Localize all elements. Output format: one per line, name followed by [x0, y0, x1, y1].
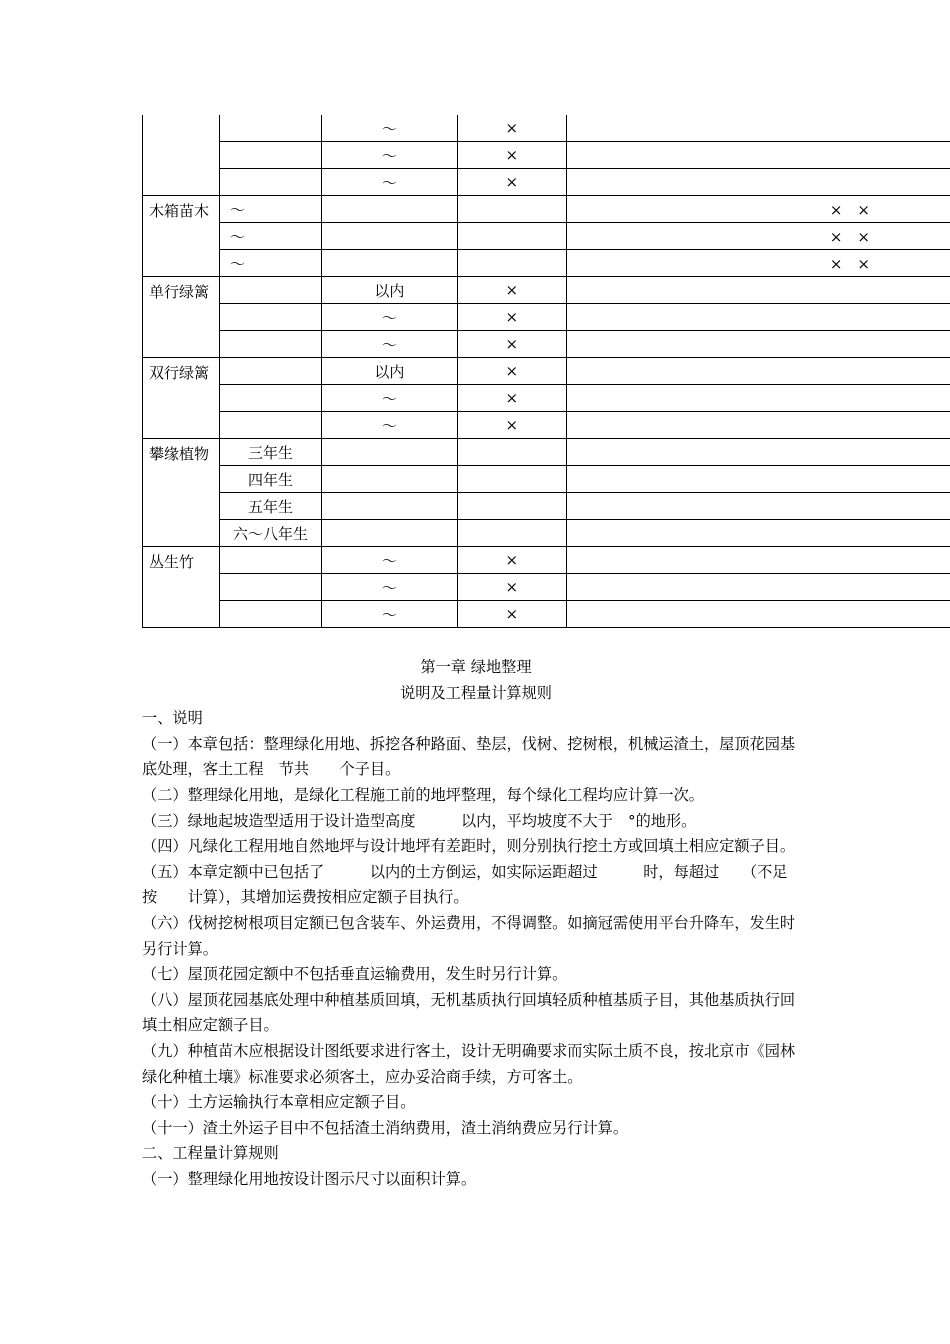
table-row: [143, 439, 950, 466]
table-cell-c3: 以内: [321, 358, 457, 385]
category-cell: [143, 115, 220, 196]
table-cell-c5: [566, 601, 950, 628]
table-cell-c3: [321, 466, 457, 493]
table-cell-c3: ～: [321, 385, 457, 412]
table-cell-c3: [321, 250, 457, 277]
table-cell-c3: [321, 520, 457, 547]
explanation-item: （五）本章定额中已包括了 以内的土方倒运，如实际运距超过 时，每超过 （不足 按 计算），其增加运费按相应定额子目执行。: [142, 862, 818, 907]
table-cell-c2: 三年生: [219, 439, 321, 466]
explanation-item: （六）伐树挖树根项目定额已包含装车、外运费用，不得调整。如摘冠需使用平台升降车，发生时另行计算。: [142, 913, 796, 958]
table-cell-c4: [457, 466, 566, 493]
table-cell-c4: ×: [457, 115, 566, 142]
table-cell-c4: [457, 250, 566, 277]
table-cell-c3: ～: [321, 304, 457, 331]
category-cell: 木箱苗木: [143, 196, 220, 277]
explanation-item: （二）整理绿化用地，是绿化工程施工前的地坪整理，每个绿化工程均应计算一次。: [142, 785, 704, 804]
table-row: [143, 223, 950, 250]
table-cell-c5: [566, 574, 950, 601]
table-cell-c4: ×: [457, 547, 566, 574]
table-cell-c4: ×: [457, 331, 566, 358]
table-cell-c3: [321, 223, 457, 250]
table-cell-c5: [566, 277, 950, 304]
table-cell-c2: [219, 277, 321, 304]
table-cell-c2: [219, 142, 321, 169]
chapter-text: [142, 655, 818, 1192]
table-cell-c2: ～: [219, 196, 321, 223]
chapter-title: 第一章 绿地整理: [420, 658, 532, 676]
table-cell-c5: [566, 142, 950, 169]
explanation-item: （七）屋顶花园定额中不包括垂直运输费用，发生时另行计算。: [142, 965, 568, 984]
chapter-subtitle: 说明及工程量计算规则: [400, 683, 552, 702]
explanation-item: （十）土方运输执行本章相应定额子目。: [142, 1093, 416, 1112]
table-cell-c4: ×: [457, 277, 566, 304]
table-cell-c5: × ×: [566, 223, 950, 250]
table-cell-c5: [566, 385, 950, 412]
table-row: [143, 169, 950, 196]
table-cell-c2: [219, 601, 321, 628]
explanation-item: （八）屋顶花园基底处理中种植基质回填，无机基质执行回填轻质种植基质子目，其他基质执行回填土相应定额子目。: [142, 990, 796, 1035]
table-cell-c3: ～: [321, 169, 457, 196]
table-cell-c4: ×: [457, 385, 566, 412]
table-row: [143, 412, 950, 439]
table-cell-c4: ×: [457, 169, 566, 196]
table-cell-c5: [566, 520, 950, 547]
table-cell-c2: [219, 547, 321, 574]
table-row: [143, 115, 950, 142]
table-cell-c5: × ×: [566, 196, 950, 223]
table-cell-c2: ～: [219, 250, 321, 277]
table-row: [143, 466, 950, 493]
table-cell-c3: [321, 439, 457, 466]
category-cell: 单行绿篱: [143, 277, 220, 358]
table-cell-c5: [566, 358, 950, 385]
table-cell-c4: ×: [457, 601, 566, 628]
table-cell-c2: 六～八年生: [219, 520, 321, 547]
table-row: [143, 277, 950, 304]
table-cell-c4: ×: [457, 304, 566, 331]
table-cell-c4: [457, 520, 566, 547]
table-cell-c2: 四年生: [219, 466, 321, 493]
table-cell-c4: ×: [457, 358, 566, 385]
table-cell-c4: [457, 223, 566, 250]
table-cell-c2: [219, 358, 321, 385]
table-row: [143, 250, 950, 277]
explanation-item: （一）本章包括：整理绿化用地、拆挖各种路面、垫层，伐树、挖树根，机械运渣土，屋顶花园基底处理，客土工程 节共 个子目。: [142, 734, 796, 779]
table-cell-c3: ～: [321, 412, 457, 439]
table-cell-c3: ～: [321, 142, 457, 169]
table-row: [143, 331, 950, 358]
rules-items: [142, 1167, 810, 1193]
table-row: [143, 493, 950, 520]
table-cell-c3: [321, 196, 457, 223]
table-cell-c2: [219, 169, 321, 196]
table-row: [143, 520, 950, 547]
table-cell-c5: [566, 169, 950, 196]
explanation-items: [142, 732, 818, 1142]
table-cell-c3: 以内: [321, 277, 457, 304]
table-cell-c5: [566, 412, 950, 439]
category-cell: 双行绿篱: [143, 358, 220, 439]
table-cell-c2: 五年生: [219, 493, 321, 520]
section-heading-rules: 二、工程量计算规则: [142, 1144, 279, 1163]
table-cell-c4: [457, 196, 566, 223]
table-row: [143, 547, 950, 574]
table-cell-c5: [566, 331, 950, 358]
explanation-item: （四）凡绿化工程用地自然地坪与设计地坪有差距时，则分别执行挖土方或回填土相应定额子目。: [142, 837, 796, 856]
table-cell-c5: [566, 466, 950, 493]
table-cell-c5: [566, 547, 950, 574]
table-cell-c4: [457, 493, 566, 520]
category-cell: 攀缘植物: [143, 439, 220, 547]
table-row: [143, 358, 950, 385]
table-cell-c5: [566, 304, 950, 331]
table-row: [143, 601, 950, 628]
explanation-item: （九）种植苗木应根据设计图纸要求进行客土，设计无明确要求而实际土质不良，按北京市《园林绿化种植土壤》标准要求必须客土，应办妥洽商手续，方可客土。: [142, 1041, 796, 1086]
table-cell-c4: ×: [457, 574, 566, 601]
table-cell-c3: ～: [321, 547, 457, 574]
table-cell-c4: ×: [457, 142, 566, 169]
table-cell-c3: ～: [321, 601, 457, 628]
table-cell-c4: [457, 439, 566, 466]
section-heading-explanation: 一、说明: [142, 709, 203, 728]
table-cell-c2: [219, 412, 321, 439]
explanation-item: （三）绿地起坡造型适用于设计造型高度 以内，平均坡度不大于 °的地形。: [142, 811, 697, 830]
table-cell-c5: [566, 493, 950, 520]
table-cell-c2: ～: [219, 223, 321, 250]
table-cell-c3: ～: [321, 331, 457, 358]
table-cell-c2: [219, 331, 321, 358]
table-cell-c5: × ×: [566, 250, 950, 277]
planting-quota-table: [142, 115, 950, 628]
category-cell: 丛生竹: [143, 547, 220, 628]
table-cell-c5: [566, 439, 950, 466]
table-cell-c3: ～: [321, 115, 457, 142]
table-row: [143, 196, 950, 223]
table-row: [143, 142, 950, 169]
table-cell-c2: [219, 574, 321, 601]
table-cell-c3: [321, 493, 457, 520]
table-cell-c3: ～: [321, 574, 457, 601]
table-row: [143, 385, 950, 412]
table-cell-c2: [219, 385, 321, 412]
explanation-item: （十一）渣土外运子目中不包括渣土消纳费用，渣土消纳费应另行计算。: [142, 1118, 628, 1137]
rule-item: （一）整理绿化用地按设计图示尺寸以面积计算。: [142, 1169, 477, 1188]
table-cell-c2: [219, 304, 321, 331]
table-row: [143, 574, 950, 601]
table-cell-c5: [566, 115, 950, 142]
table-row: [143, 304, 950, 331]
table-cell-c2: [219, 115, 321, 142]
table-cell-c4: ×: [457, 412, 566, 439]
